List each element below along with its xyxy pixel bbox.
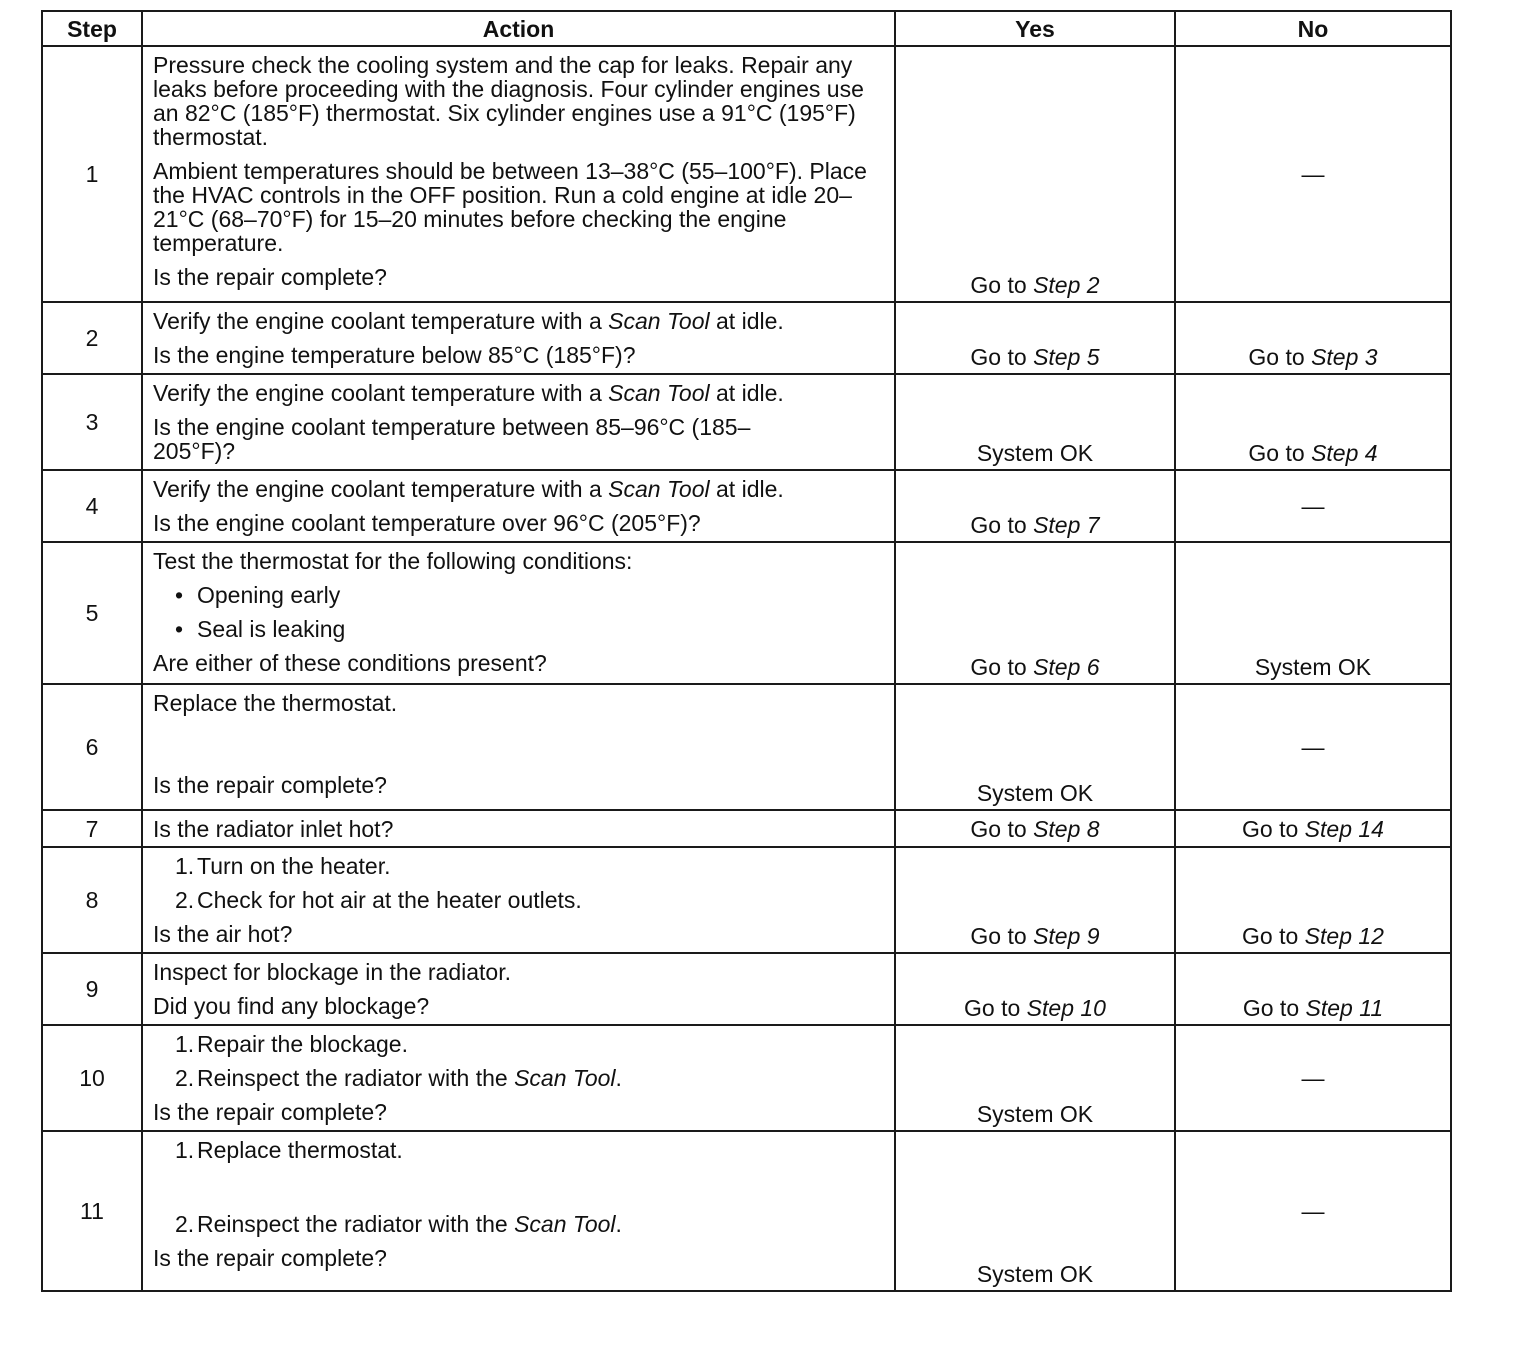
step-number: 8: [42, 847, 142, 953]
action-cell: [142, 302, 895, 374]
header-step: Step: [42, 11, 142, 46]
step-number: 4: [42, 470, 142, 542]
header-yes: Yes: [895, 11, 1175, 46]
yes-cell: Go to Step 2: [895, 46, 1175, 302]
no-cell: Go to Step 3: [1175, 302, 1451, 374]
table-row: [42, 1025, 1451, 1131]
action-text: Replace the thermostat.: [153, 690, 398, 716]
question-text: Is the repair complete?: [153, 772, 387, 798]
table-row: [42, 953, 1451, 1025]
bullet-icon: •: [175, 616, 184, 642]
no-cell: Go to Step 12: [1175, 847, 1451, 953]
action-cell: [142, 847, 895, 953]
action-text: Verify the engine coolant temperature with a Scan Tool at idle.: [153, 380, 784, 406]
yes-cell: Go to Step 9: [895, 847, 1175, 953]
action-cell: [142, 810, 895, 847]
yes-cell: System OK: [895, 684, 1175, 810]
step-number: 5: [42, 542, 142, 684]
question-text: Is the repair complete?: [153, 264, 387, 290]
step-number: 2: [42, 302, 142, 374]
step-number: 3: [42, 374, 142, 470]
action-text: Pressure check the cooling system and the cap for leaks. Repair any leaks before proceeding with the diagnosis. Four cylinder engines use an 82°C (185°F) thermostat. Six cylinder engines use a 91°C (195°F) thermostat.: [153, 52, 864, 150]
header-action: Action: [142, 11, 895, 46]
action-text: Ambient temperatures should be between 13–38°C (55–100°F). Place the HVAC controls in the OFF position. Run a cold engine at idle 20–21°C (68–70°F) for 15–20 minutes before checking the engine temperature.: [153, 158, 867, 256]
header-no: No: [1175, 11, 1451, 46]
action-cell: [142, 46, 895, 302]
no-cell: System OK: [1175, 542, 1451, 684]
step-number: 7: [42, 810, 142, 847]
table-row: [42, 374, 1451, 470]
action-text: Inspect for blockage in the radiator.: [153, 959, 511, 985]
step-number: 9: [42, 953, 142, 1025]
table-row: [42, 1131, 1451, 1291]
step-number: 10: [42, 1025, 142, 1131]
table-row: [42, 847, 1451, 953]
no-cell: Go to Step 11: [1175, 953, 1451, 1025]
list-item: • Seal is leaking: [175, 616, 346, 642]
table-row: [42, 810, 1451, 847]
action-cell: [142, 374, 895, 470]
step-number: 1: [42, 46, 142, 302]
yes-cell: System OK: [895, 1025, 1175, 1131]
yes-cell: Go to Step 8: [895, 810, 1175, 847]
yes-cell: Go to Step 5: [895, 302, 1175, 374]
question-text: Is the repair complete?: [153, 1245, 387, 1271]
list-item: 2. Reinspect the radiator with the Scan Tool.: [175, 1065, 622, 1091]
question-text: Is the repair complete?: [153, 1099, 387, 1125]
step-number: 11: [42, 1131, 142, 1291]
bullet-icon: •: [175, 582, 184, 608]
no-cell: —: [1175, 470, 1451, 542]
step-number: 6: [42, 684, 142, 810]
question-text: Did you find any blockage?: [153, 993, 430, 1019]
yes-cell: Go to Step 7: [895, 470, 1175, 542]
header-row: [42, 11, 1451, 46]
action-text: Verify the engine coolant temperature with a Scan Tool at idle.: [153, 476, 784, 502]
yes-cell: System OK: [895, 374, 1175, 470]
list-item: 2. Check for hot air at the heater outlets.: [175, 887, 582, 913]
table-row: [42, 542, 1451, 684]
question-text: Is the radiator inlet hot?: [153, 815, 394, 842]
action-cell: [142, 953, 895, 1025]
yes-cell: System OK: [895, 1131, 1175, 1291]
no-cell: —: [1175, 46, 1451, 302]
list-item: 1. Turn on the heater.: [175, 853, 391, 879]
action-text: Verify the engine coolant temperature with a Scan Tool at idle.: [153, 308, 784, 334]
list-item: 1. Repair the blockage.: [175, 1031, 408, 1057]
yes-cell: Go to Step 6: [895, 542, 1175, 684]
action-cell: [142, 542, 895, 684]
no-cell: Go to Step 4: [1175, 374, 1451, 470]
list-item: 2. Reinspect the radiator with the Scan Tool.: [175, 1211, 622, 1237]
table-row: [42, 684, 1451, 810]
action-cell: [142, 1131, 895, 1291]
question-text: Is the engine coolant temperature over 96°C (205°F)?: [153, 510, 701, 536]
question-text: Is the air hot?: [153, 921, 293, 947]
table-row: [42, 302, 1451, 374]
action-cell: [142, 1025, 895, 1131]
question-text: Is the engine coolant temperature between 85–96°C (185–205°F)?: [153, 414, 751, 464]
no-cell: Go to Step 14: [1175, 810, 1451, 847]
step-ref-number: 2: [1086, 272, 1100, 298]
yes-cell: Go to Step 10: [895, 953, 1175, 1025]
table-row: [42, 46, 1451, 302]
list-item: • Opening early: [175, 582, 341, 608]
no-cell: —: [1175, 1131, 1451, 1291]
table-row: [42, 470, 1451, 542]
action-text: Test the thermostat for the following conditions:: [153, 548, 633, 574]
action-cell: [142, 684, 895, 810]
action-cell: [142, 470, 895, 542]
list-item: 1. Replace thermostat.: [175, 1137, 403, 1163]
question-text: Is the engine temperature below 85°C (185°F)?: [153, 342, 636, 368]
no-cell: —: [1175, 684, 1451, 810]
question-text: Are either of these conditions present?: [153, 650, 547, 676]
no-cell: —: [1175, 1025, 1451, 1131]
diagnostic-table: [41, 10, 1452, 1292]
step-ref: Step: [1033, 272, 1081, 298]
